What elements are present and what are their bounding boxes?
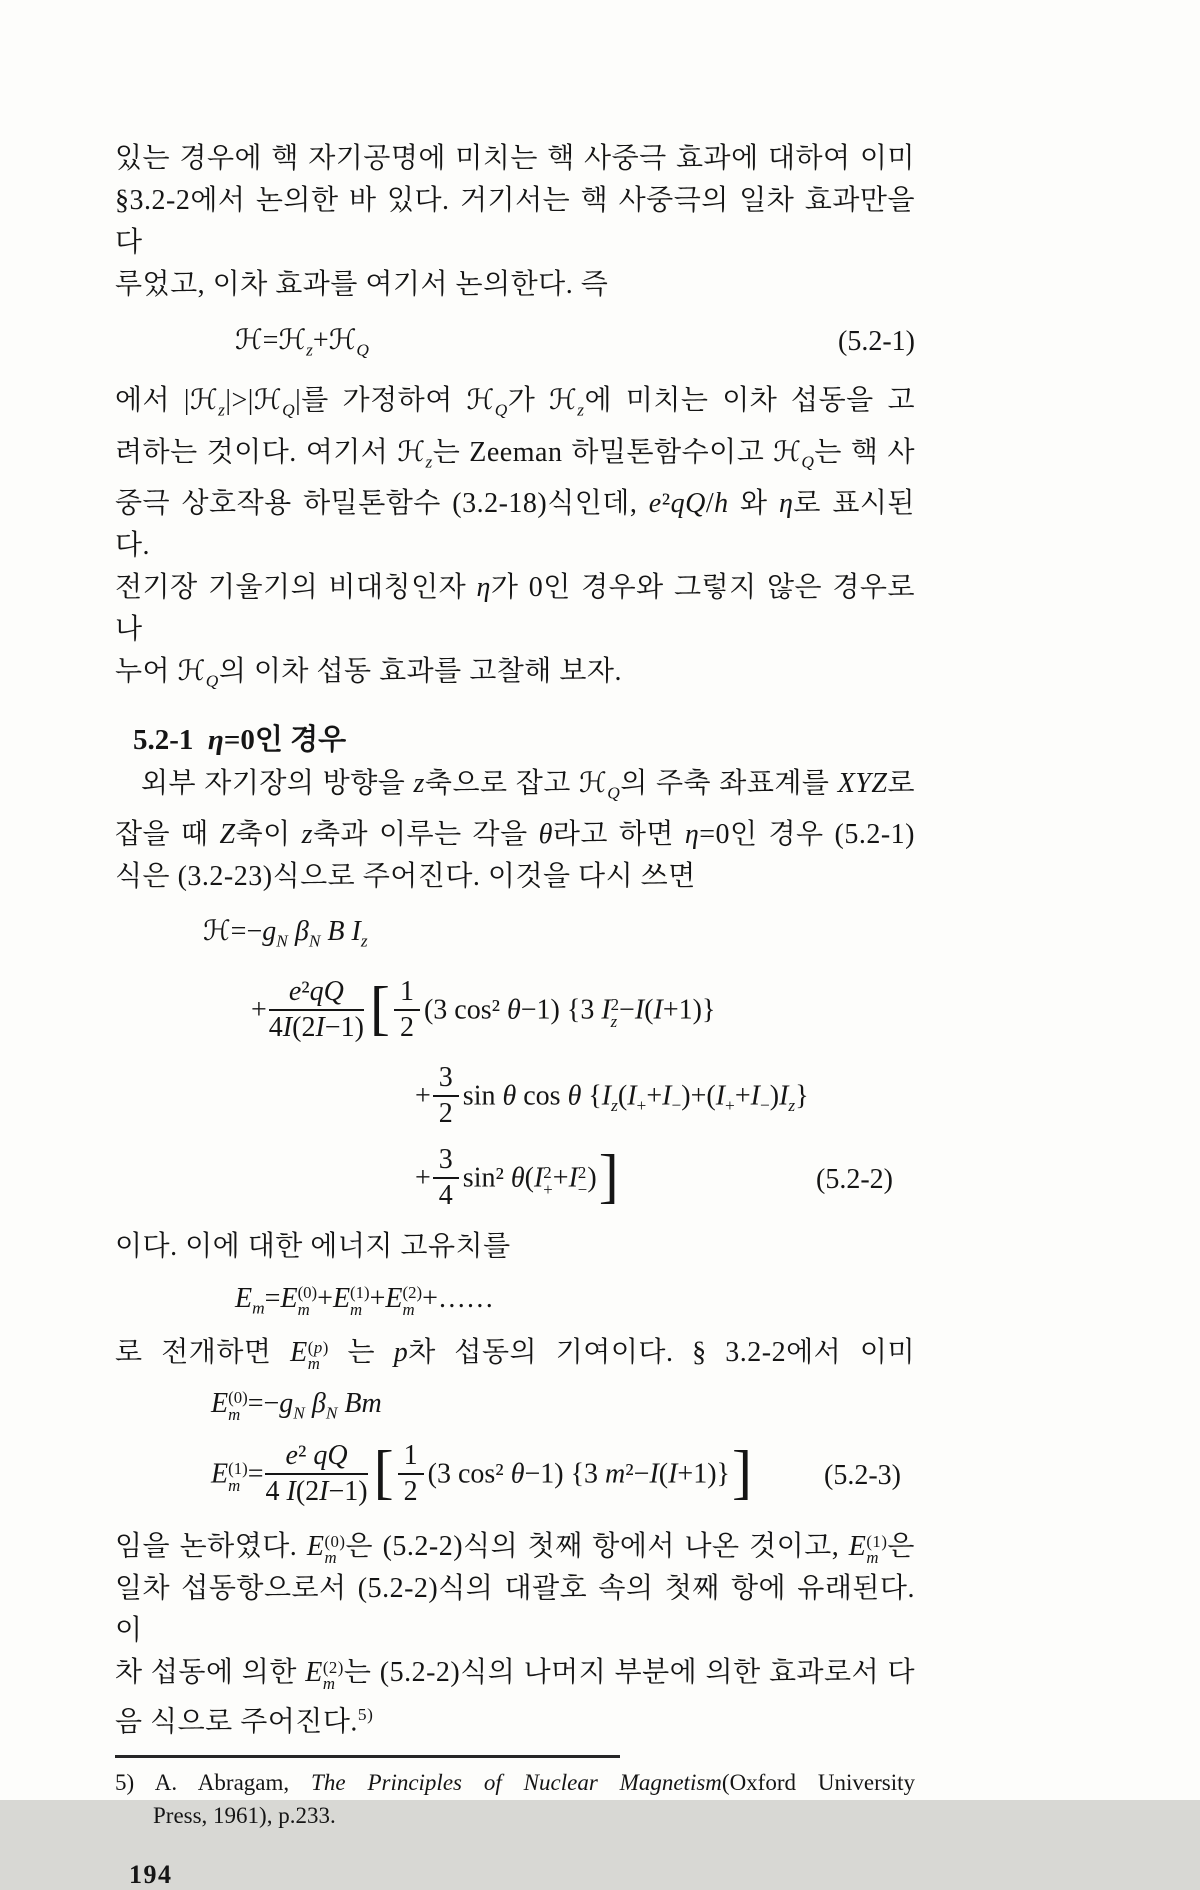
paragraph1-line2: §3.2-2에서 논의한 바 있다. 거기서는 핵 사중극의 일차 효과만을 다 xyxy=(115,185,915,258)
equation-5-2-2-line1-body: $ℋ=-g_N$ $\beta_N$ B $I_z$ xyxy=(203,916,368,951)
equation-5-2-2-line2-body: + $\frac{\text{e²qQ}}{4I(2I-1)}$ [ $\frac{1}{2}$ (3 cos² θ−1) {3 I 2 z −I(I+1)} xyxy=(251,974,716,1043)
paragraph2-line1: 에서 |ℋ$_z$|>|ℋ$_Q$|를 가정하여 ℋ$_Q$가 ℋ$_z$에 미치는 이차 섭동을 고 xyxy=(115,385,915,420)
equation-Em0 xyxy=(211,1384,915,1428)
footnote-line1: 5) A. Abragam, The Principles of Nuclear Magnetism(Oxford University xyxy=(115,1770,915,1796)
equation-5-2-2-line4-body: + $\frac{3}{4}$ sin² θ(I 2 + +I 2 − )] xyxy=(415,1142,619,1211)
paragraph2-line3: 중극 상호작용 하밀톤함수 (3.2-18)식인데, e²qQ/h 와 η로 표시된다. xyxy=(115,488,915,562)
equation-energy-expansion-body: $E_m=E$ (0) m +E (1) m +E (2) m +…… xyxy=(235,1282,494,1320)
equation-5-2-2-line1 xyxy=(203,910,915,964)
paragraph6-line3: 차 섭동에 의한 E (2) m 는 (5.2-2)식의 나머지 부분에 의한 효과로서 다 xyxy=(115,1656,915,1694)
paragraph2-line2: 려하는 것이다. 여기서 ℋ$_z$는 Zeeman 하밀톤함수이고 ℋ$_Q$는 핵 사 xyxy=(115,436,915,472)
paragraph6-line2: 일차 섭동항으로서 (5.2-2)식의 대괄호 속의 첫째 항에 유래된다. 이 xyxy=(115,1572,915,1646)
paragraph3-line1: 외부 자기장의 방향을 z축으로 잡고 ℋ$_Q$의 주축 좌표계를 XYZ로 xyxy=(141,767,915,803)
footnote xyxy=(115,1766,915,1832)
equation-5-2-1 xyxy=(115,320,915,364)
text-after-expansion: 로 전개하면 E (p) m 는 p차 섭동의 기여이다. § 3.2-2에서 이미 xyxy=(115,1336,915,1374)
paragraph1-line3: 루었고, 이차 효과를 여기서 논의한다. 즉 xyxy=(115,269,609,300)
section-heading: 5.2-1 η=0인 경우 xyxy=(133,723,347,756)
paragraph3-line2: 잡을 때 Z축이 z축과 이루는 각을 θ라고 하면 η=0인 경우 (5.2-1) xyxy=(115,819,915,851)
text-column xyxy=(115,138,915,1890)
paragraph2-line4: 전기장 기울기의 비대칭인자 η가 0인 경우와 그렇지 않은 경우로 나 xyxy=(115,572,915,646)
paragraph3-line3: 식은 (3.2-23)식으로 주어진다. 이것을 다시 쓰면 xyxy=(115,861,696,893)
paragraph2-line5: 누어 ℋ$_Q$의 이차 섭동 효과를 고찰해 보자. xyxy=(115,656,622,691)
equation-5-2-2-line3-body: + $\frac{3}{2}$ sin θ cos θ $\{I_z(I_++I_-)+(I_++I_-)I_z\}$ xyxy=(415,1061,809,1129)
footnote-divider xyxy=(115,1755,620,1758)
equation-5-2-2-line4 xyxy=(415,1142,915,1218)
equation-5-2-3-number: (5.2-3) xyxy=(824,1459,901,1491)
equation-5-2-3 xyxy=(211,1434,915,1518)
equation-energy-expansion xyxy=(235,1278,915,1324)
equation-5-2-1-body: ℋ=ℋ$_z$+ℋ$_Q$ xyxy=(235,325,369,360)
text-after-eq2: 이다. 이에 대한 에너지 고유치를 xyxy=(115,1230,511,1262)
page-number: 194 xyxy=(129,1860,173,1890)
equation-5-2-2-line2 xyxy=(251,970,915,1054)
equation-5-2-1-number: (5.2-1) xyxy=(838,326,915,357)
paragraph6-line4: 음 식으로 주어진다.$^{5)}$ xyxy=(115,1704,374,1738)
paragraph6-line1: 임을 논하였다. E (0) m 은 (5.2-2)식의 첫째 항에서 나온 것이고, E (1) m 은 xyxy=(115,1530,915,1568)
equation-5-2-2-line3 xyxy=(415,1060,915,1136)
equation-5-2-3-body: E (1) m = $\frac{\text{e² qQ}}{4 I(2I-1)}$ [ $\frac{1}{2}$ (3 cos² θ−1) {3 m²−I(I+1)}] xyxy=(211,1438,753,1507)
equation-5-2-2-number: (5.2-2) xyxy=(816,1163,893,1195)
footnote-line2: Press, 1961), p.233. xyxy=(153,1803,336,1829)
equation-Em0-body: E (0) m $=-g_N$ $\beta_N$ Bm xyxy=(211,1387,382,1425)
paragraph1-line1: 있는 경우에 핵 자기공명에 미치는 핵 사중극 효과에 대하여 이미 xyxy=(115,143,915,174)
